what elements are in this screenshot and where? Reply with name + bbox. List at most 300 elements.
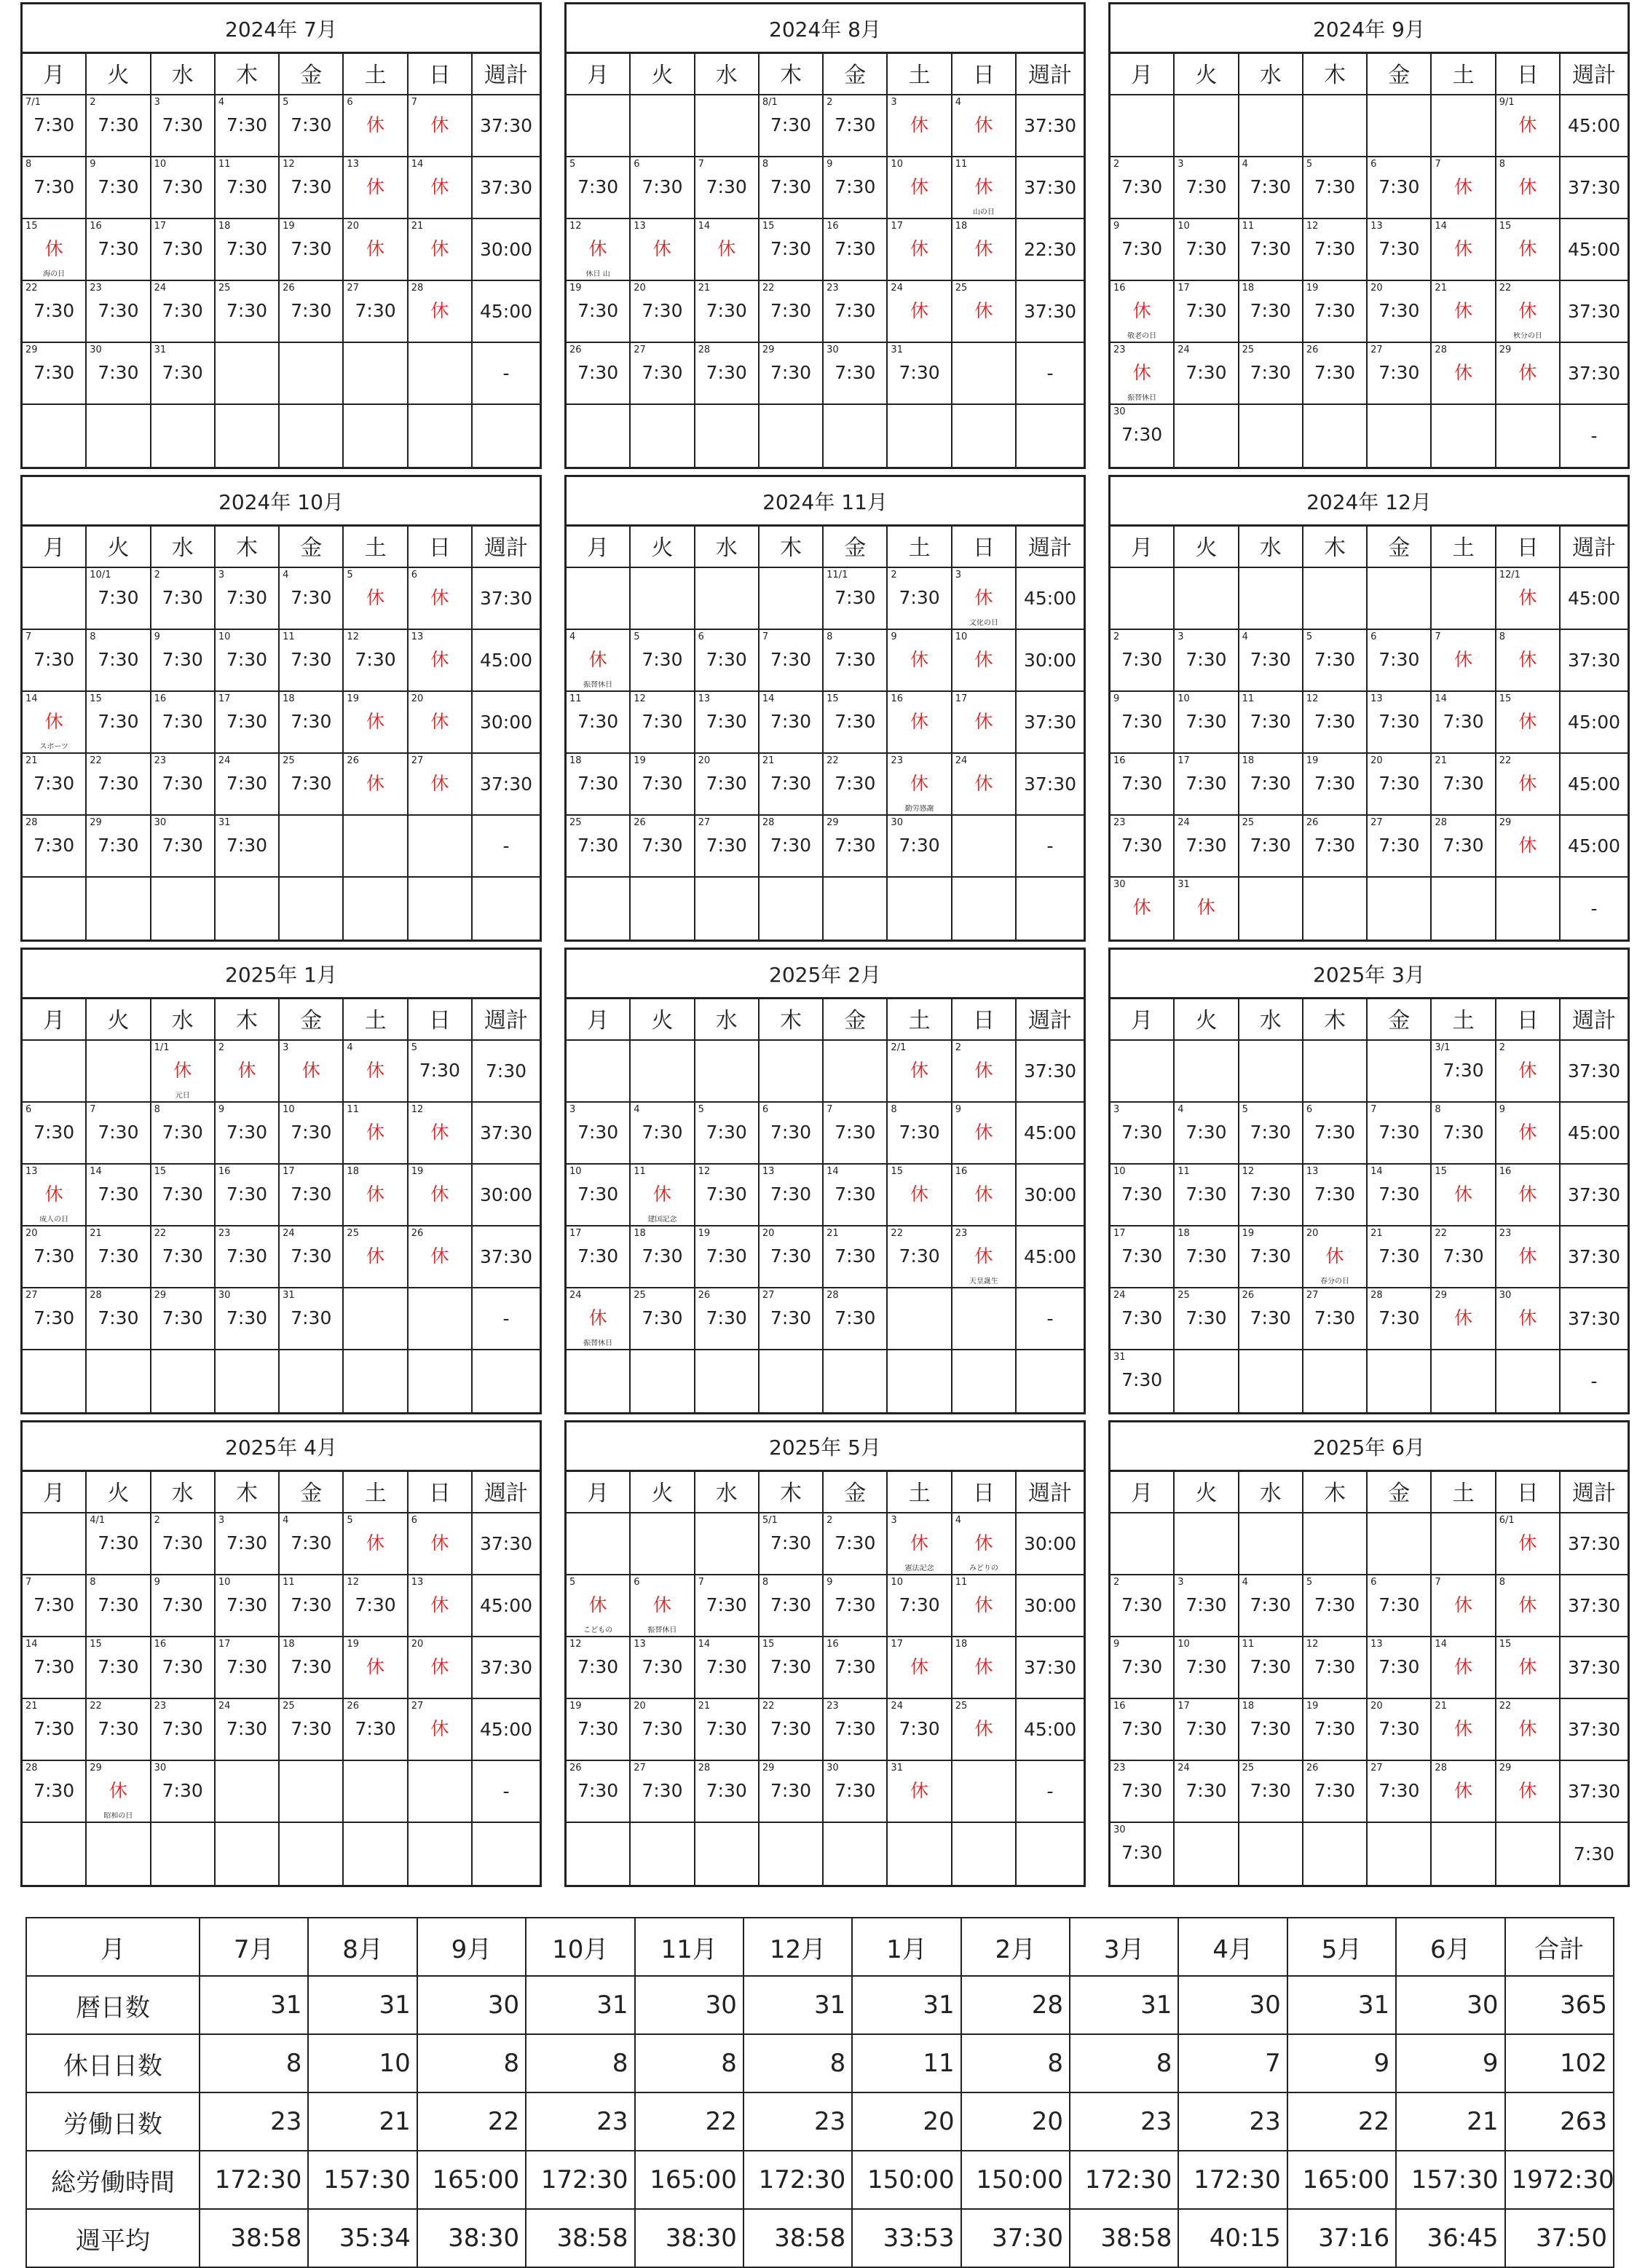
day-cell: [1111, 1103, 1175, 1165]
day-number: 13: [634, 1639, 646, 1650]
work-hours: 7:30: [577, 773, 619, 794]
day-number: 17: [1178, 1701, 1190, 1712]
day-number: 3: [1113, 1104, 1120, 1115]
work-hours: 7:30: [162, 1184, 203, 1205]
day-cell: [1496, 157, 1561, 219]
day-number: 3: [218, 570, 225, 580]
day-number: 12: [411, 1104, 424, 1115]
day-number: 22: [762, 1701, 775, 1712]
day-cell: [280, 157, 344, 219]
day-cell: [1111, 1513, 1175, 1575]
work-hours: 7:30: [1314, 835, 1356, 856]
day-number: 25: [955, 283, 968, 294]
day-cell: [23, 1226, 87, 1288]
summary-value: 37:30: [961, 2209, 1070, 2267]
holiday-mark: 休: [1518, 238, 1537, 259]
day-number: 28: [90, 1290, 102, 1301]
holiday-mark: 休: [366, 773, 385, 794]
day-number: 17: [218, 693, 231, 704]
day-cell: [409, 1350, 473, 1412]
day-number: 17: [569, 1228, 582, 1239]
day-cell: [1239, 157, 1303, 219]
day-number: 14: [411, 159, 424, 170]
day-cell: [567, 405, 631, 467]
work-hours: 7:30: [1443, 773, 1484, 794]
day-number: 23: [891, 755, 903, 766]
work-hours: 7:30: [577, 1122, 619, 1143]
holiday-name: 憲法記念: [904, 1564, 934, 1572]
day-cell: [1303, 1288, 1368, 1350]
work-hours: 7:30: [226, 1184, 268, 1205]
weekday-header: 金: [280, 524, 344, 568]
day-cell: [1368, 754, 1432, 816]
weekly-total: 37:30: [1561, 343, 1628, 405]
holiday-mark: 休: [1518, 362, 1537, 383]
work-hours: 7:30: [577, 1245, 619, 1267]
day-cell: [344, 1103, 408, 1165]
day-number: 6: [698, 631, 704, 642]
day-cell: [151, 568, 216, 630]
day-cell: [1111, 630, 1175, 692]
work-hours: 7:30: [1186, 773, 1227, 794]
month-grid: [1111, 997, 1628, 1412]
day-cell: [952, 1350, 1017, 1412]
day-cell: [760, 568, 824, 630]
day-cell: [695, 405, 760, 467]
day-cell: [1175, 1041, 1239, 1103]
work-hours: 7:30: [1186, 176, 1227, 197]
work-hours: 7:30: [226, 238, 268, 259]
day-cell: [216, 1575, 280, 1637]
day-number: 27: [411, 1701, 424, 1712]
day-number: 20: [1370, 755, 1383, 766]
day-cell: [1303, 1761, 1368, 1823]
weekly-total: [473, 405, 540, 467]
day-cell: [1496, 1226, 1561, 1288]
holiday-mark: 休: [1454, 1307, 1473, 1328]
day-cell: [23, 692, 87, 754]
holiday-mark: 休: [974, 649, 993, 670]
day-cell: [824, 568, 888, 630]
day-number: 17: [1178, 755, 1190, 766]
weekly-total: 37:30: [1561, 1041, 1628, 1103]
day-cell: [216, 630, 280, 692]
work-hours: 7:30: [33, 1780, 75, 1801]
day-cell: [1368, 1699, 1432, 1761]
day-number: 23: [218, 1228, 231, 1239]
work-hours: 7:30: [33, 114, 75, 135]
work-hours: 7:30: [835, 238, 876, 259]
holiday-mark: 休: [1518, 587, 1537, 608]
day-number: 12/1: [1499, 570, 1520, 580]
day-number: 7: [25, 631, 32, 642]
day-cell: [1303, 1350, 1368, 1412]
day-number: 22: [1435, 1228, 1447, 1239]
day-number: 31: [218, 817, 231, 828]
work-hours: 7:30: [1121, 176, 1163, 197]
weekly-total: 37:30: [473, 95, 540, 157]
day-number: 21: [411, 221, 424, 232]
holiday-mark: 休: [430, 711, 449, 732]
day-number: 26: [1242, 1290, 1255, 1301]
holiday-mark: 休: [974, 1184, 993, 1205]
holiday-mark: 休: [910, 773, 929, 794]
day-cell: [151, 343, 216, 405]
day-cell: [1368, 1575, 1432, 1637]
day-cell: [1175, 1350, 1239, 1412]
weekly-total: 37:30: [473, 1226, 540, 1288]
work-hours: 7:30: [706, 1594, 747, 1615]
holiday-mark: 休: [366, 114, 385, 135]
day-cell: [888, 1575, 952, 1637]
holiday-mark: 休: [974, 773, 993, 794]
weekday-header: 土: [888, 997, 952, 1041]
day-cell: [23, 1350, 87, 1412]
day-cell: [1239, 1699, 1303, 1761]
day-cell: [409, 1165, 473, 1226]
day-number: 3: [283, 1042, 289, 1053]
day-number: 19: [347, 693, 359, 704]
day-cell: [87, 630, 151, 692]
work-hours: 7:30: [33, 773, 75, 794]
day-number: 8: [1499, 631, 1505, 642]
day-cell: [824, 878, 888, 940]
month-calendar: [564, 948, 1086, 1414]
day-cell: [87, 1699, 151, 1761]
day-number: 30: [1113, 406, 1126, 417]
day-cell: [1111, 405, 1175, 467]
day-cell: [1368, 1637, 1432, 1699]
work-hours: 7:30: [162, 1594, 203, 1615]
day-cell: [23, 219, 87, 281]
day-cell: [344, 1699, 408, 1761]
day-number: 19: [1306, 1701, 1319, 1712]
day-cell: [409, 816, 473, 878]
work-hours: 7:30: [706, 1307, 747, 1328]
holiday-mark: 休: [430, 238, 449, 259]
day-cell: [280, 630, 344, 692]
day-number: 8: [154, 1104, 160, 1115]
day-number: 11: [955, 1577, 968, 1588]
weekday-header: 日: [1496, 1470, 1561, 1513]
day-cell: [824, 1041, 888, 1103]
work-hours: 7:30: [33, 1718, 75, 1739]
work-hours: 7:30: [642, 1122, 683, 1143]
day-cell: [409, 1575, 473, 1637]
day-cell: [760, 343, 824, 405]
day-cell: [1432, 878, 1496, 940]
day-cell: [952, 343, 1017, 405]
day-cell: [1368, 1761, 1432, 1823]
day-number: 4: [283, 570, 289, 580]
work-hours: 7:30: [706, 649, 747, 670]
summary-value: 8: [417, 2034, 526, 2092]
day-number: 28: [1435, 1763, 1447, 1773]
day-number: 8: [762, 159, 769, 170]
day-cell: [280, 568, 344, 630]
day-cell: [824, 1761, 888, 1823]
day-number: 10/1: [90, 570, 111, 580]
day-number: 28: [762, 817, 775, 828]
day-number: 5: [698, 1104, 704, 1115]
day-cell: [695, 219, 760, 281]
day-cell: [1239, 281, 1303, 343]
month-calendar: [20, 475, 542, 942]
day-cell: [87, 1513, 151, 1575]
weekday-header: 日: [1496, 524, 1561, 568]
day-number: 20: [411, 693, 424, 704]
day-number: 12: [569, 221, 582, 232]
day-number: 20: [762, 1228, 775, 1239]
day-cell: [216, 1823, 280, 1885]
day-number: 26: [411, 1228, 424, 1239]
day-number: 6: [411, 570, 417, 580]
day-number: 31: [1178, 879, 1190, 890]
day-cell: [1239, 816, 1303, 878]
holiday-name: 春分の日: [1320, 1277, 1349, 1285]
holiday-mark: 休: [1518, 1532, 1537, 1554]
day-cell: [151, 219, 216, 281]
day-cell: [952, 754, 1017, 816]
day-cell: [1239, 878, 1303, 940]
day-cell: [631, 878, 695, 940]
day-number: 2: [891, 570, 897, 580]
work-hours: 7:30: [162, 587, 203, 608]
day-cell: [409, 219, 473, 281]
weekly-total: 37:30: [1561, 1226, 1628, 1288]
holiday-mark: 休: [430, 1718, 449, 1739]
day-number: 9: [1113, 1639, 1120, 1650]
day-cell: [631, 1165, 695, 1226]
holiday-mark: 休: [1454, 238, 1473, 259]
summary-row: [26, 2209, 1614, 2267]
weekly-total: 30:00: [1017, 1575, 1084, 1637]
summary-value: 33:53: [852, 2209, 960, 2267]
weekday-header: 月: [23, 997, 87, 1041]
day-cell: [216, 816, 280, 878]
day-cell: [824, 343, 888, 405]
day-number: 6: [634, 159, 640, 170]
day-number: 15: [90, 1639, 102, 1650]
day-number: 25: [1242, 344, 1255, 355]
work-hours: 7:30: [1378, 1656, 1420, 1677]
day-cell: [1175, 1288, 1239, 1350]
day-number: 21: [1370, 1228, 1383, 1239]
day-number: 7: [411, 97, 417, 108]
day-cell: [888, 1761, 952, 1823]
weekly-total: 37:30: [1561, 1699, 1628, 1761]
holiday-mark: 休: [652, 1594, 671, 1615]
day-cell: [151, 281, 216, 343]
day-cell: [280, 816, 344, 878]
day-number: 25: [1242, 1763, 1255, 1773]
work-hours: 7:30: [1314, 1184, 1356, 1205]
work-hours: 7:30: [835, 1532, 876, 1554]
day-cell: [280, 1575, 344, 1637]
day-number: 14: [1370, 1166, 1383, 1177]
day-cell: [888, 1513, 952, 1575]
day-number: 8/1: [762, 97, 778, 108]
work-hours: 7:30: [835, 1780, 876, 1801]
day-number: 2: [90, 97, 96, 108]
day-cell: [695, 1823, 760, 1885]
holiday-name: 山の日: [972, 208, 995, 216]
day-number: 22: [25, 283, 38, 294]
day-number: 10: [1178, 1639, 1190, 1650]
day-number: 12: [698, 1166, 711, 1177]
day-cell: [216, 692, 280, 754]
day-cell: [952, 157, 1017, 219]
work-hours: 7:30: [1121, 1842, 1163, 1863]
day-cell: [888, 1699, 952, 1761]
day-cell: [87, 343, 151, 405]
weekday-header: 木: [1303, 997, 1368, 1041]
day-cell: [1303, 343, 1368, 405]
summary-header-row: [26, 1918, 1614, 1976]
weekday-header: 月: [1111, 997, 1175, 1041]
day-cell: [1239, 1226, 1303, 1288]
day-cell: [824, 1103, 888, 1165]
day-cell: [695, 343, 760, 405]
day-number: 20: [1370, 283, 1383, 294]
day-number: 29: [1435, 1290, 1447, 1301]
day-number: 9: [90, 159, 96, 170]
holiday-mark: 休: [1454, 1780, 1473, 1801]
work-hours: 7:30: [770, 176, 812, 197]
day-number: 27: [25, 1290, 38, 1301]
day-number: 12: [569, 1639, 582, 1650]
holiday-mark: 休: [430, 1245, 449, 1267]
day-number: 19: [1242, 1228, 1255, 1239]
day-cell: [1303, 1165, 1368, 1226]
day-number: 25: [283, 1701, 295, 1712]
day-cell: [888, 1226, 952, 1288]
summary-value: 31: [200, 1976, 308, 2034]
weekly-total: 37:30: [473, 1637, 540, 1699]
holiday-name: 振替休日: [583, 681, 613, 689]
day-cell: [1496, 1350, 1561, 1412]
month-grid: [23, 524, 540, 940]
day-cell: [87, 692, 151, 754]
day-number: 28: [411, 283, 424, 294]
day-number: 8: [90, 631, 96, 642]
day-cell: [1303, 692, 1368, 754]
day-cell: [1175, 754, 1239, 816]
summary-value: 157:30: [1396, 2151, 1504, 2209]
day-cell: [409, 281, 473, 343]
work-hours: 7:30: [1314, 773, 1356, 794]
day-number: 16: [154, 1639, 167, 1650]
holiday-mark: 休: [1518, 1060, 1537, 1081]
day-cell: [216, 1637, 280, 1699]
day-cell: [824, 1513, 888, 1575]
day-cell: [409, 1513, 473, 1575]
work-hours: 7:30: [835, 1245, 876, 1267]
day-number: 8: [827, 631, 833, 642]
day-cell: [695, 754, 760, 816]
summary-value: 10: [308, 2034, 417, 2092]
work-hours: 7:30: [770, 1245, 812, 1267]
holiday-mark: 休: [366, 711, 385, 732]
day-number: 26: [1306, 344, 1319, 355]
holiday-mark: 休: [366, 1184, 385, 1205]
work-hours: 7:30: [642, 649, 683, 670]
holiday-mark: 休: [1518, 1656, 1537, 1677]
weekday-header: 水: [695, 524, 760, 568]
day-number: 6: [25, 1104, 32, 1115]
day-number: 23: [90, 283, 102, 294]
work-hours: 7:30: [1443, 1245, 1484, 1267]
weekday-header: 水: [151, 1470, 216, 1513]
day-number: 19: [634, 755, 646, 766]
day-cell: [280, 754, 344, 816]
work-hours: 7:30: [835, 176, 876, 197]
day-cell: [409, 405, 473, 467]
day-cell: [151, 1041, 216, 1103]
day-cell: [409, 692, 473, 754]
day-cell: [151, 754, 216, 816]
day-number: 27: [762, 1290, 775, 1301]
day-cell: [760, 1513, 824, 1575]
day-number: 20: [25, 1228, 38, 1239]
day-cell: [1175, 1637, 1239, 1699]
day-number: 25: [347, 1228, 359, 1239]
weekly-total-header: 週計: [1017, 524, 1084, 568]
work-hours: 7:30: [577, 835, 619, 856]
day-number: 17: [218, 1639, 231, 1650]
holiday-mark: 休: [1454, 1656, 1473, 1677]
day-cell: [567, 754, 631, 816]
work-hours: 7:30: [33, 1656, 75, 1677]
day-cell: [87, 1575, 151, 1637]
holiday-mark: 休: [588, 1594, 607, 1615]
summary-value: 31: [308, 1976, 417, 2034]
work-hours: 7:30: [835, 649, 876, 670]
day-cell: [1175, 1103, 1239, 1165]
day-number: 13: [25, 1166, 38, 1177]
day-number: 29: [762, 344, 775, 355]
weekly-total: 30:00: [1017, 1513, 1084, 1575]
day-number: 12: [347, 631, 359, 642]
day-number: 10: [891, 159, 903, 170]
holiday-mark: 休: [44, 711, 63, 732]
day-number: 17: [891, 1639, 903, 1650]
day-number: 26: [347, 755, 359, 766]
day-cell: [1368, 568, 1432, 630]
day-number: 13: [347, 159, 359, 170]
work-hours: 7:30: [1314, 1594, 1356, 1615]
work-hours: 7:30: [835, 1594, 876, 1615]
day-number: 5: [569, 159, 576, 170]
holiday-mark: 休: [1518, 711, 1537, 732]
summary-value: 8: [635, 2034, 743, 2092]
work-hours: 7:30: [1378, 1780, 1420, 1801]
day-cell: [1303, 1699, 1368, 1761]
day-number: 4: [955, 97, 961, 108]
month-calendar: [564, 2, 1086, 469]
day-cell: [1432, 1103, 1496, 1165]
day-cell: [280, 1226, 344, 1288]
summary-value: 172:30: [1070, 2151, 1178, 2209]
month-title: 2025年 6月: [1111, 1422, 1628, 1472]
weekday-header: 日: [952, 52, 1017, 95]
day-cell: [824, 1226, 888, 1288]
weekly-total: 37:30: [1017, 157, 1084, 219]
day-number: 2: [955, 1042, 961, 1053]
day-number: 4: [1242, 631, 1248, 642]
day-cell: [824, 1575, 888, 1637]
summary-value: 40:15: [1178, 2209, 1287, 2267]
